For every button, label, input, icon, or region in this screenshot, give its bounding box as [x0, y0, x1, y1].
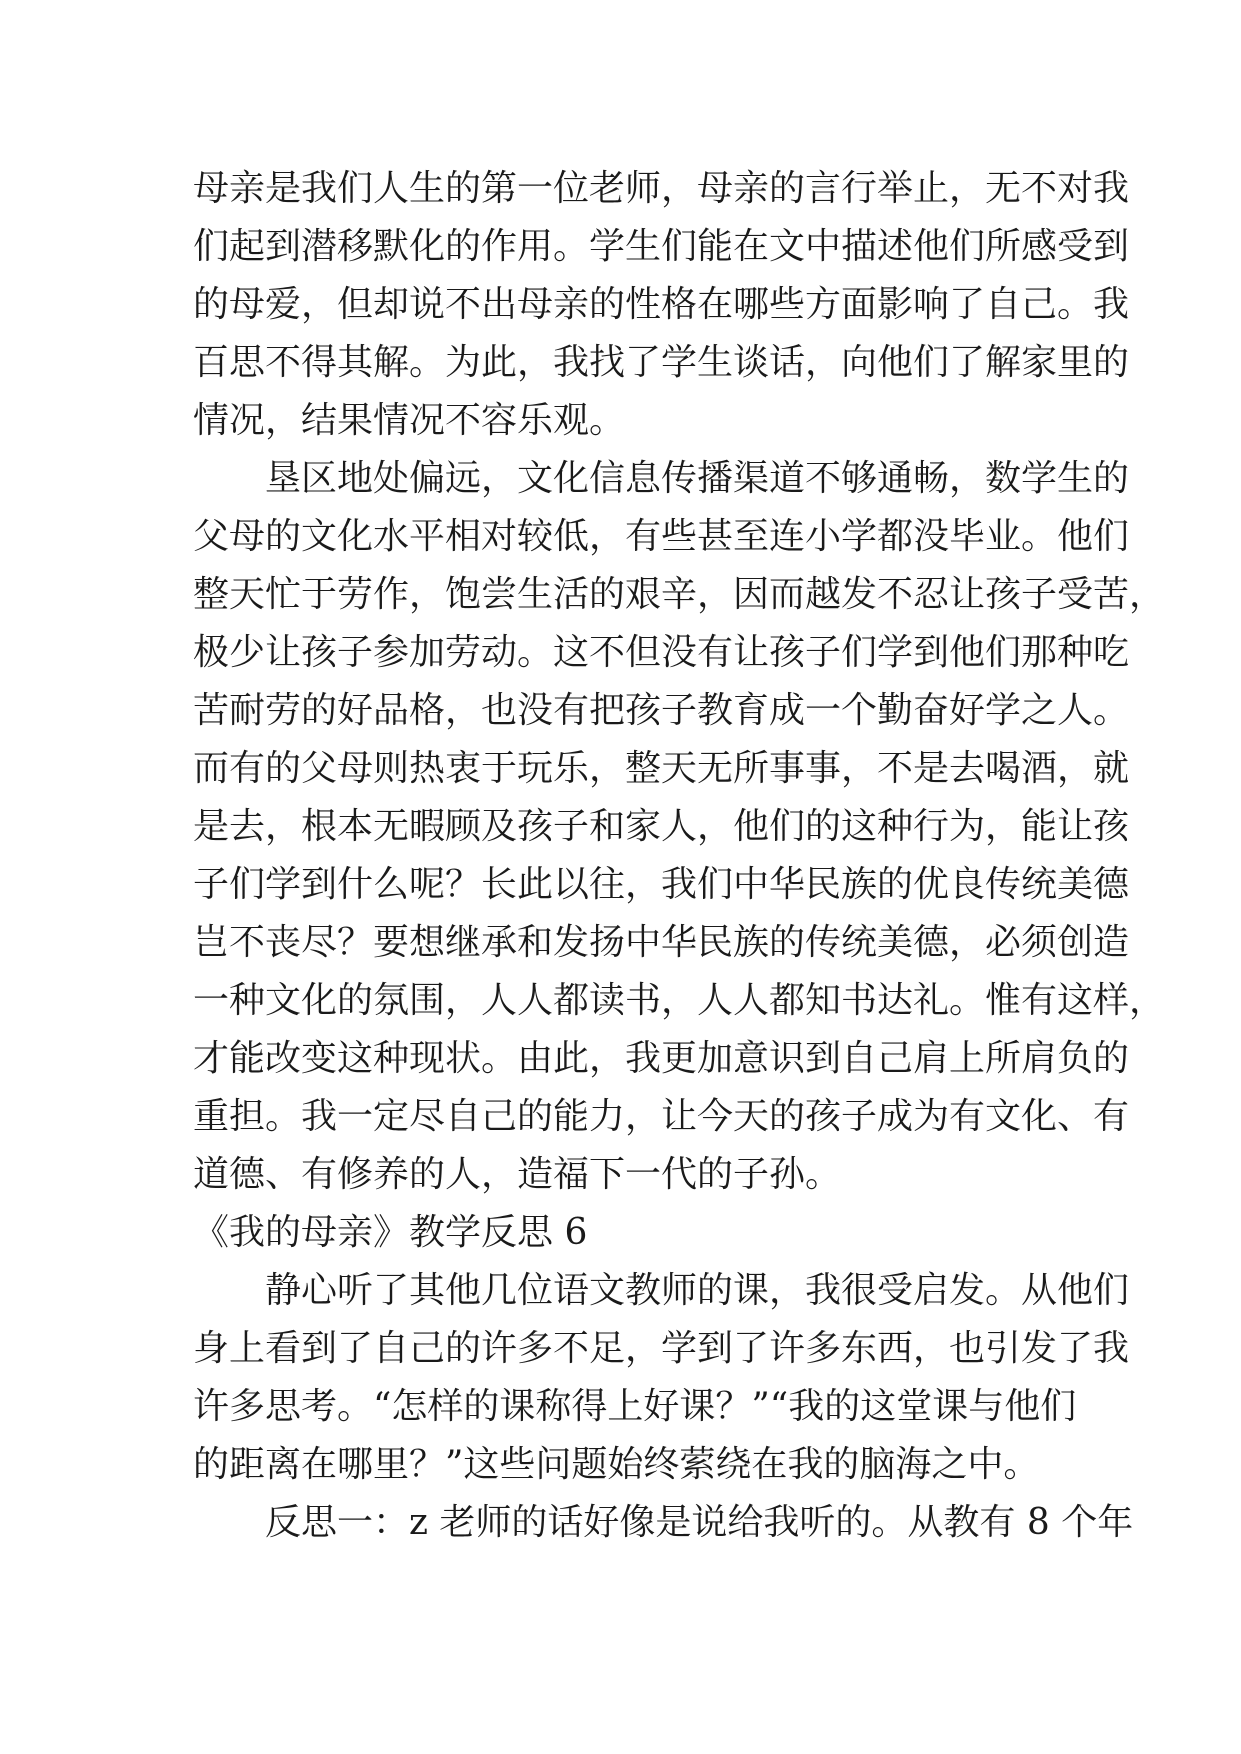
paragraph-2-line-1: 垦区地处偏远，文化信息传播渠道不够通畅，数学生的 [265, 458, 1130, 499]
paragraph-2-line-2: 父母的文化水平相对较低，有些甚至连小学都没毕业。他们 [193, 516, 1130, 557]
paragraph-2-line-9: 岂不丧尽？要想继承和发扬中华民族的传统美德，必须创造 [193, 922, 1130, 963]
paragraph-2-line-8: 子们学到什么呢？长此以往，我们中华民族的优良传统美德 [193, 864, 1130, 905]
paragraph-2-line-13: 道德、有修养的人，造福下一代的子孙。 [193, 1154, 842, 1195]
paragraph-4-line-1: 反思一：z 老师的话好像是说给我听的。从教有 8 个年 [265, 1502, 1134, 1543]
document-body [193, 160, 1166, 1552]
paragraph-3-line-3: 许多思考。“怎样的课称得上好课？”“我的这堂课与他们 [193, 1386, 1077, 1427]
section-heading: 《我的母亲》教学反思 6 [193, 1212, 588, 1253]
paragraph-1-line-2: 们起到潜移默化的作用。学生们能在文中描述他们所感受到 [193, 226, 1130, 267]
paragraph-3-line-1: 静心听了其他几位语文教师的课，我很受启发。从他们 [265, 1270, 1130, 1311]
paragraph-1-line-4: 百思不得其解。为此，我找了学生谈话，向他们了解家里的 [193, 342, 1130, 383]
paragraph-2-line-6: 而有的父母则热衷于玩乐，整天无所事事，不是去喝酒，就 [193, 748, 1130, 789]
paragraph-2-line-12: 重担。我一定尽自己的能力，让今天的孩子成为有文化、有 [193, 1096, 1130, 1137]
paragraph-2-line-7: 是去，根本无暇顾及孩子和家人，他们的这种行为，能让孩 [193, 806, 1130, 847]
paragraph-2-line-10: 一种文化的氛围，人人都读书，人人都知书达礼。惟有这样， [193, 980, 1166, 1021]
paragraph-2-line-11: 才能改变这种现状。由此，我更加意识到自己肩上所肩负的 [193, 1038, 1130, 1079]
paragraph-3-line-2: 身上看到了自己的许多不足，学到了许多东西，也引发了我 [193, 1328, 1130, 1369]
paragraph-3-line-4: 的距离在哪里？”这些问题始终萦绕在我的脑海之中。 [193, 1444, 1040, 1485]
paragraph-2-line-4: 极少让孩子参加劳动。这不但没有让孩子们学到他们那种吃 [193, 632, 1130, 673]
paragraph-1-line-5: 情况，结果情况不容乐观。 [193, 400, 626, 441]
paragraph-1-line-3: 的母爱，但却说不出母亲的性格在哪些方面影响了自己。我 [193, 284, 1130, 325]
paragraph-2-line-3: 整天忙于劳作，饱尝生活的艰辛，因而越发不忍让孩子受苦， [193, 574, 1166, 615]
paragraph-2-line-5: 苦耐劳的好品格，也没有把孩子教育成一个勤奋好学之人。 [193, 690, 1130, 731]
paragraph-1-line-1: 母亲是我们人生的第一位老师，母亲的言行举止，无不对我 [193, 168, 1130, 209]
